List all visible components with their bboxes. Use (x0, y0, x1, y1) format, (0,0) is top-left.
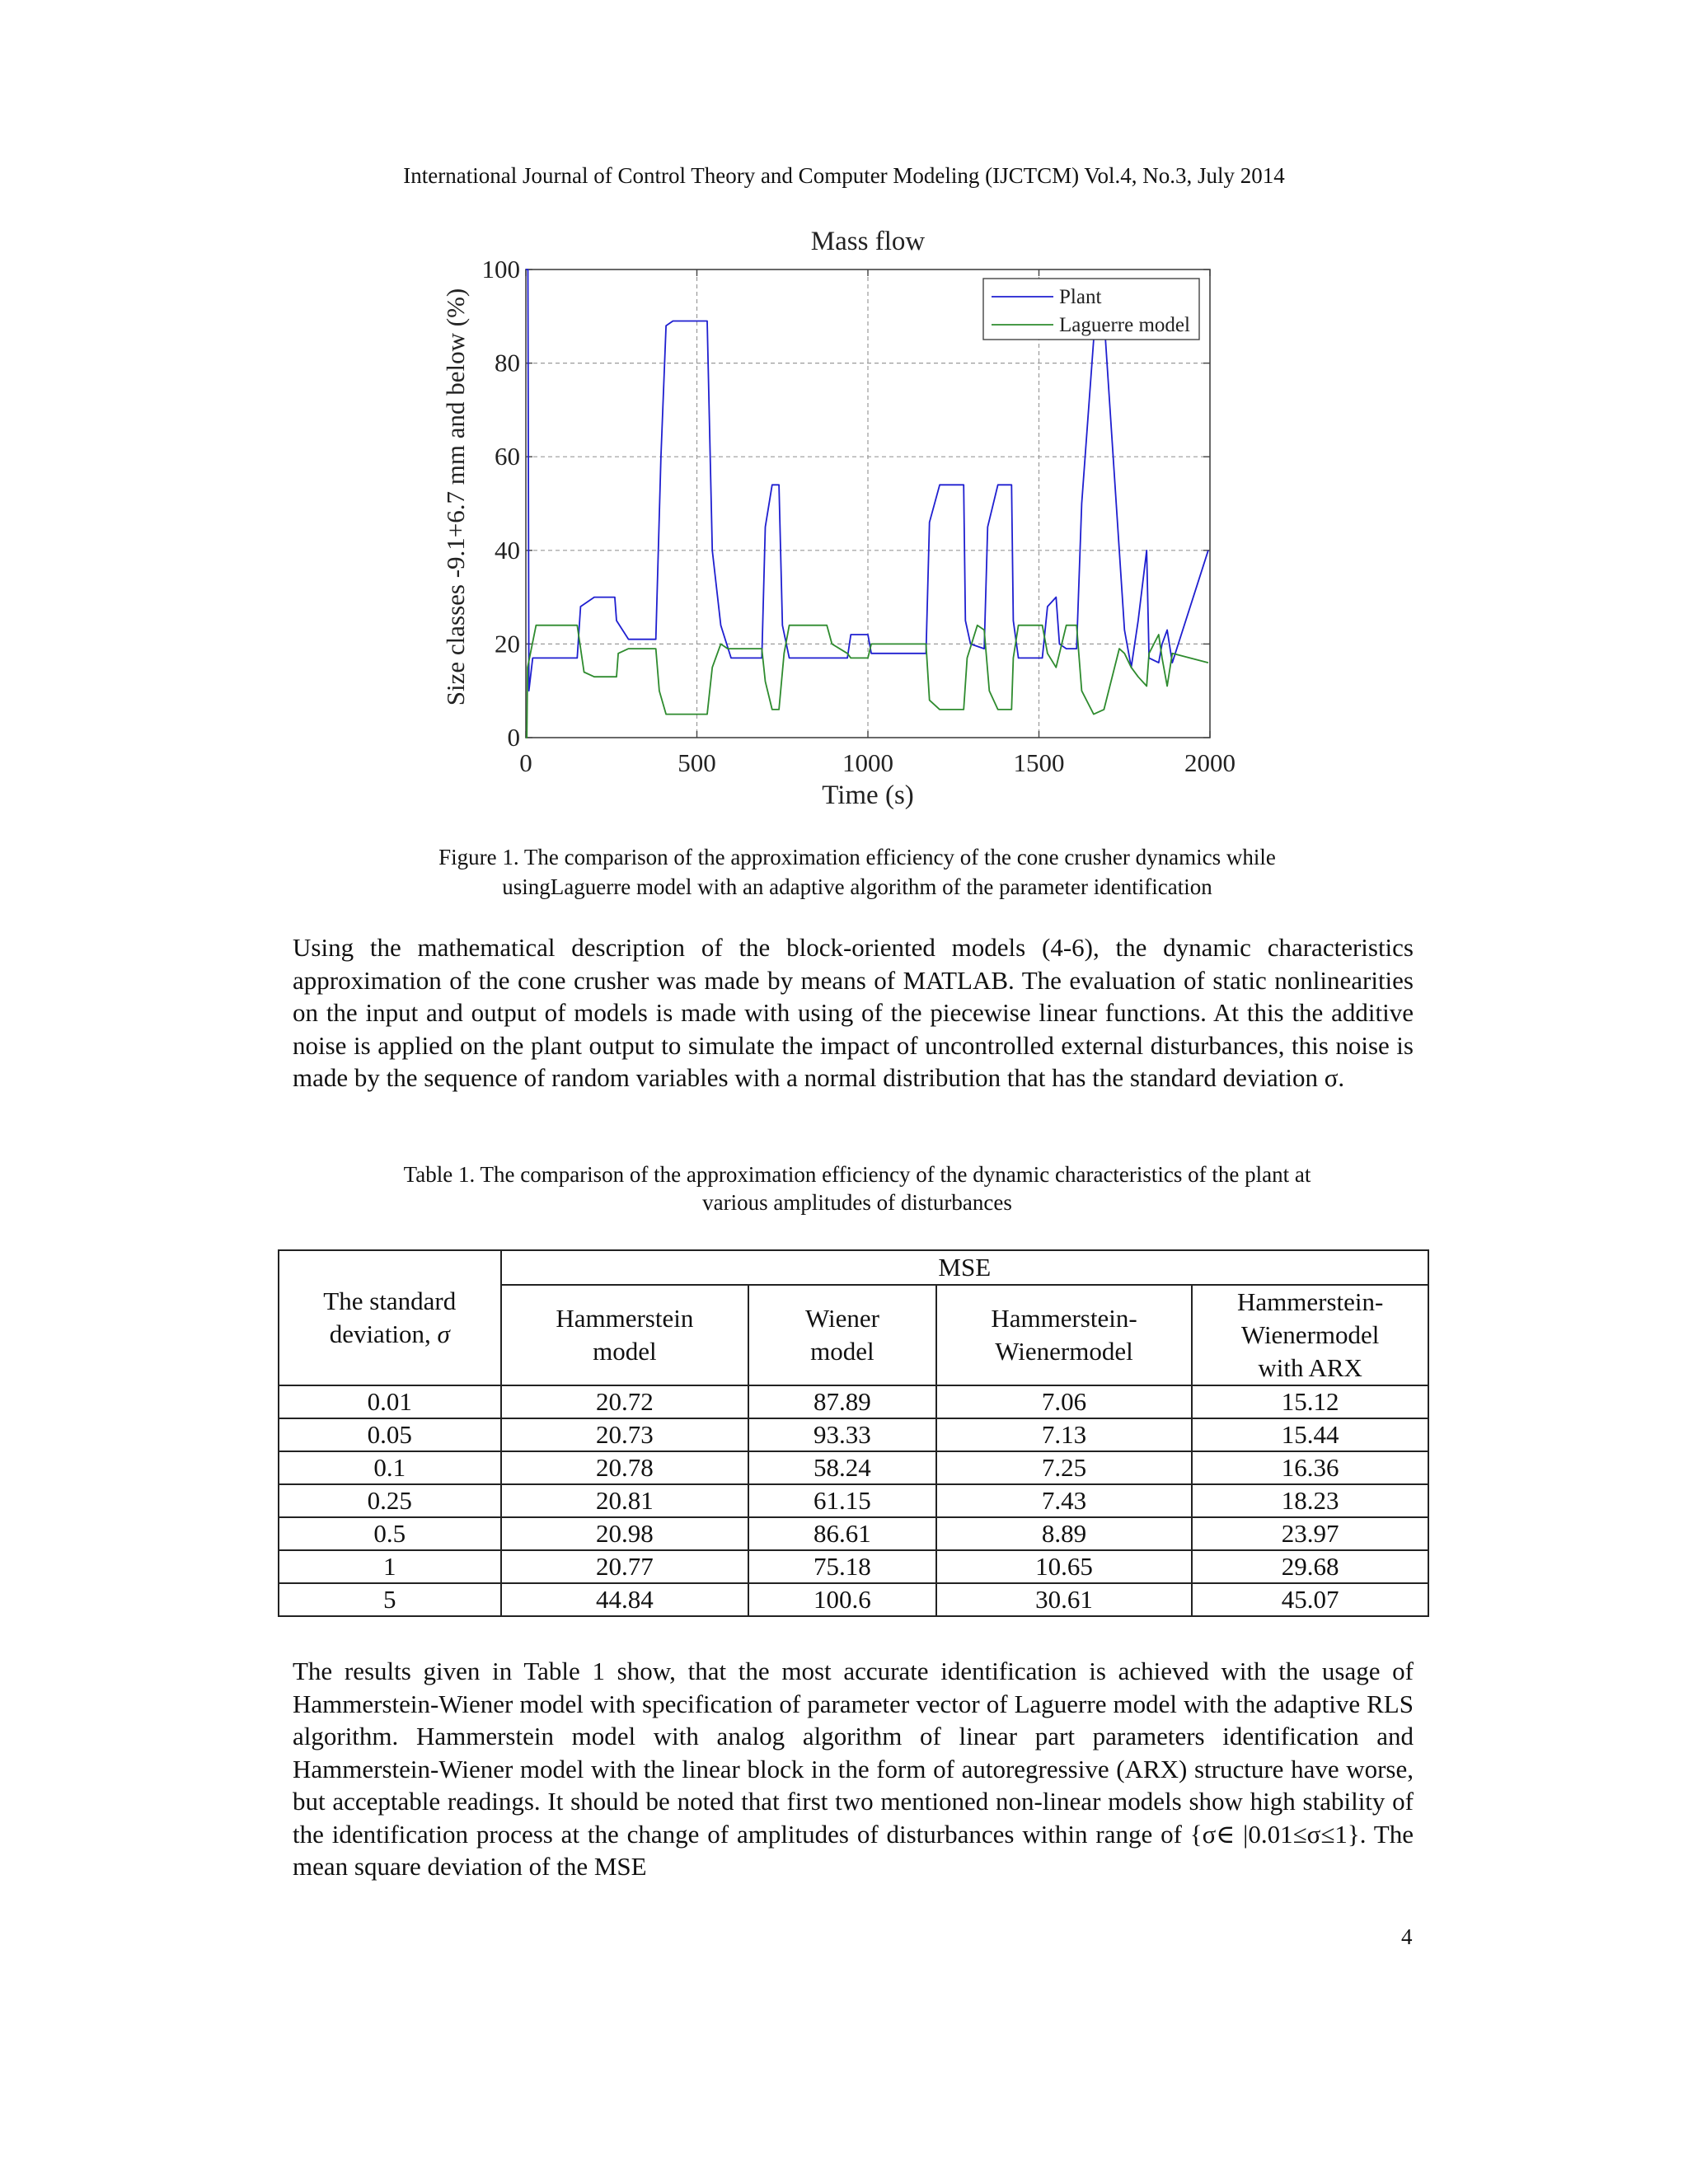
model-header-1-line2: model (810, 1337, 874, 1366)
mse-group-header: MSE (501, 1250, 1428, 1285)
mse-cell: 23.97 (1192, 1517, 1428, 1550)
mse-cell: 10.65 (936, 1550, 1193, 1583)
table-caption-line1: Table 1. The comparison of the approximation efficiency of the dynamic characteristics of the plant at (403, 1162, 1311, 1187)
paragraph-2 (293, 1655, 1414, 1883)
model-header-0-line2: model (593, 1337, 657, 1366)
y-tick-label: 20 (495, 629, 520, 658)
table-row (279, 1451, 1428, 1484)
mse-cell: 20.77 (501, 1550, 749, 1583)
mse-cell: 86.61 (748, 1517, 936, 1550)
table-caption (280, 1160, 1434, 1216)
model-header-0-line1: Hammerstein (556, 1304, 694, 1333)
paragraph-2-text: The results given in Table 1 show, that the most accurate identification is achieved with the usage of Hammerstein-Wiener model with specification of parameter vector of Laguerre model with the adaptive RLS algorithm. Hammerstein model with analog algorithm of linear part parameters identification and Hammerstein-Wiener model with the linear block in the form of autoregressive (ARX) structure have worse, but acceptable readings. It should be noted that first two mentioned non-linear models show high stability of the identification process at the change of amplitudes of disturbances within range of (293, 1657, 1414, 1849)
mse-cell: 20.72 (501, 1385, 749, 1418)
model-header-3-line3: with ARX (1258, 1353, 1362, 1382)
mse-cell: 29.68 (1192, 1550, 1428, 1583)
table-caption-line2: various amplitudes of disturbances (702, 1190, 1012, 1215)
mse-cell: 20.81 (501, 1484, 749, 1517)
model-header-3-line2: Wienermodel (1240, 1320, 1380, 1349)
mse-cell: 45.07 (1192, 1583, 1428, 1616)
legend-label: Plant (1059, 286, 1102, 308)
chart-title: Mass flow (810, 227, 926, 256)
mse-cell: 58.24 (748, 1451, 936, 1484)
x-tick-label: 500 (678, 748, 716, 777)
series-line-laguerre-model (526, 626, 1208, 738)
model-header-1 (748, 1285, 936, 1385)
table-row (279, 1385, 1428, 1418)
y-tick-label: 80 (495, 348, 520, 377)
table-row (279, 1418, 1428, 1451)
table-row (279, 1583, 1428, 1616)
std-dev-cell: 0.25 (279, 1484, 501, 1517)
legend-label: Laguerre model (1059, 314, 1190, 336)
mass-flow-chart (429, 216, 1253, 826)
mse-cell: 7.06 (936, 1385, 1193, 1418)
mse-cell: 15.12 (1192, 1385, 1428, 1418)
mse-cell: 15.44 (1192, 1418, 1428, 1451)
x-tick-label: 1500 (1013, 748, 1065, 777)
table-row (279, 1484, 1428, 1517)
page-number: 4 (1401, 1924, 1413, 1949)
model-header-3 (1192, 1285, 1428, 1385)
figure-caption-line2: usingLaguerre model with an adaptive algorithm of the parameter identification (502, 874, 1212, 899)
x-tick-label: 2000 (1184, 748, 1236, 777)
mse-cell: 7.43 (936, 1484, 1193, 1517)
y-tick-label: 40 (495, 535, 520, 565)
figure-caption (280, 842, 1434, 902)
x-tick-label: 1000 (842, 748, 893, 777)
std-dev-cell: 0.05 (279, 1418, 501, 1451)
std-dev-header-text: deviation, (329, 1319, 431, 1348)
mse-cell: 93.33 (748, 1418, 936, 1451)
figure-caption-line1: Figure 1. The comparison of the approximation efficiency of the cone crusher dynamics while (438, 845, 1276, 869)
std-dev-header-line1: The standard (323, 1286, 457, 1315)
table-row (279, 1550, 1428, 1583)
mse-cell: 75.18 (748, 1550, 936, 1583)
std-dev-cell: 0.01 (279, 1385, 501, 1418)
x-tick-label: 0 (519, 748, 532, 777)
mse-table-body (279, 1385, 1428, 1616)
range-formula: {σ∈ |0.01≤σ≤1} (1189, 1819, 1360, 1849)
y-tick-label: 0 (507, 723, 520, 752)
model-header-2-line1: Hammerstein- (991, 1304, 1137, 1333)
mse-cell: 7.25 (936, 1451, 1193, 1484)
mse-table (278, 1249, 1429, 1617)
sigma-symbol: σ (437, 1319, 450, 1348)
paragraph-1: Using the mathematical description of the block-oriented models (4-6), the dynamic characteristics approximation of the cone crusher was made by means of MATLAB. The evaluation of static nonlinearities on the input and output of models is made with using of the piecewise linear functions. At this the additive noise is applied on the plant output to simulate the impact of uncontrolled external disturbances, this noise is made by the sequence of random variables with a normal distribution that has the standard deviation σ. (293, 933, 1414, 1092)
mse-cell: 20.98 (501, 1517, 749, 1550)
model-header-3-line1: Hammerstein- (1236, 1287, 1384, 1316)
model-header-1-line1: Wiener (804, 1304, 879, 1333)
mse-cell: 18.23 (1192, 1484, 1428, 1517)
x-axis-label: Time (s) (822, 780, 914, 810)
model-header-2-line2: Wienermodel (995, 1337, 1133, 1366)
mse-cell: 16.36 (1192, 1451, 1428, 1484)
std-dev-cell: 5 (279, 1583, 501, 1616)
mse-cell: 8.89 (936, 1517, 1193, 1550)
mse-cell: 30.61 (936, 1583, 1193, 1616)
model-header-2 (936, 1285, 1193, 1385)
std-dev-cell: 0.5 (279, 1517, 501, 1550)
mse-cell: 61.15 (748, 1484, 936, 1517)
y-tick-label: 60 (495, 442, 520, 471)
std-dev-header (279, 1250, 501, 1385)
std-dev-cell: 1 (279, 1550, 501, 1583)
mse-cell: 44.84 (501, 1583, 749, 1616)
model-header-0 (501, 1285, 749, 1385)
y-axis-label: Size classes -9.1+6.7 mm and below (%) (441, 288, 470, 706)
mse-cell: 20.78 (501, 1451, 749, 1484)
paragraph-2-tail: . The mean square deviation of the MSE (293, 1819, 1414, 1881)
mse-cell: 87.89 (748, 1385, 936, 1418)
mse-cell: 100.6 (748, 1583, 936, 1616)
table-row (279, 1517, 1428, 1550)
mse-cell: 20.73 (501, 1418, 749, 1451)
std-dev-cell: 0.1 (279, 1451, 501, 1484)
running-header: International Journal of Control Theory and Computer Modeling (IJCTCM) Vol.4, No.3, July 2014 (403, 163, 1285, 188)
y-tick-label: 100 (481, 255, 520, 284)
std-dev-header-line2 (284, 1318, 495, 1351)
mse-cell: 7.13 (936, 1418, 1193, 1451)
